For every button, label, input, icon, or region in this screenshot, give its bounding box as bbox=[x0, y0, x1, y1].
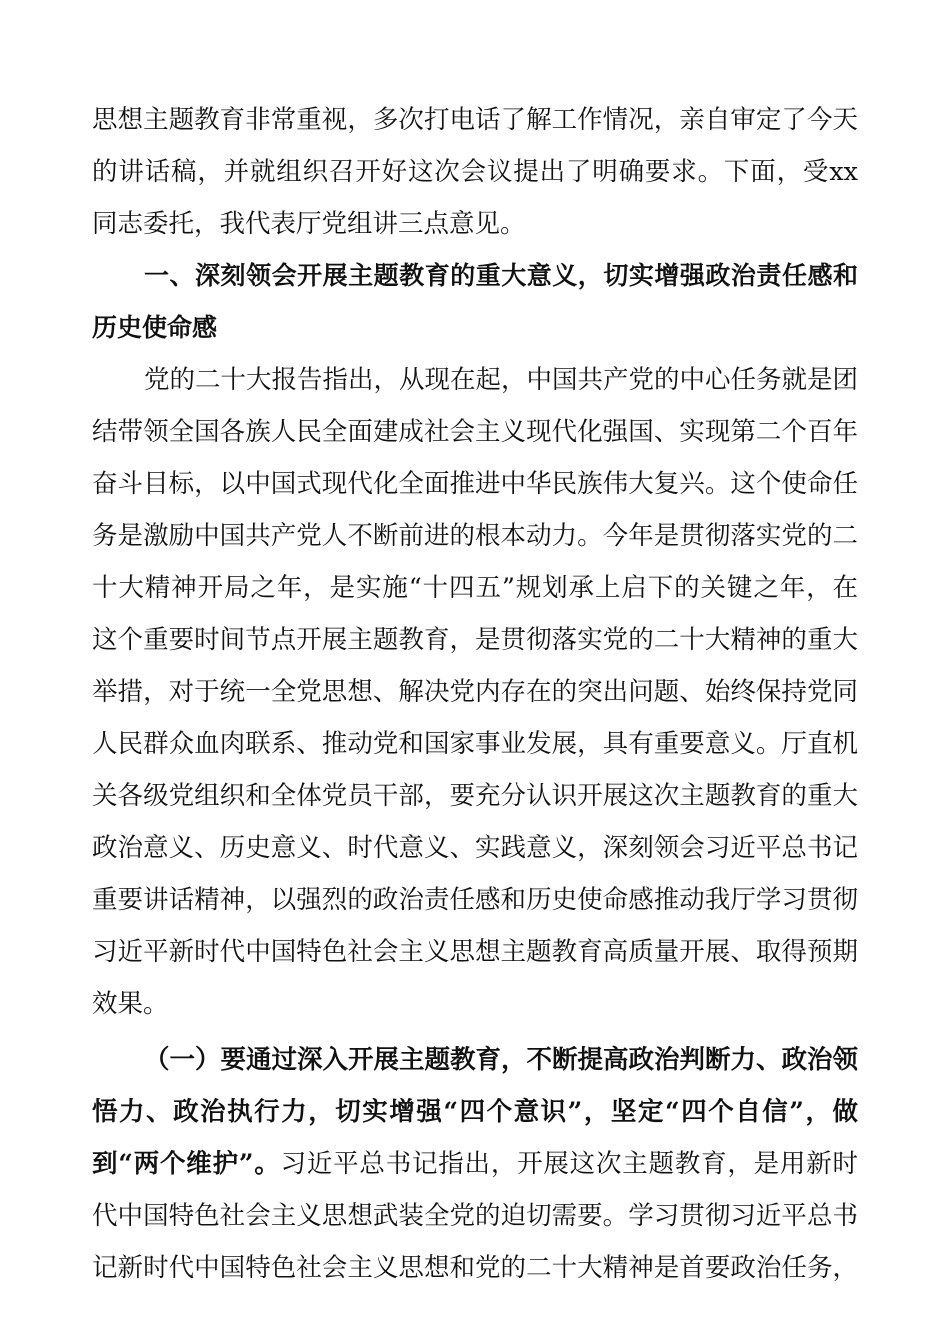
paragraph-line: 举措，对于统一全党思想、解决党内存在的突出问题、始终保持党同 bbox=[92, 677, 858, 707]
subsection-heading-line-2: 悟力、政治执行力，切实增强“四个意识”，坚定“四个自信”，做 bbox=[92, 1097, 858, 1127]
intro-line-2: 的讲话稿，并就组织召开好这次会议提出了明确要求。下面，受xx bbox=[92, 157, 858, 187]
paragraph-line: 效果。 bbox=[92, 989, 169, 1019]
paragraph-line: 结带领全国各族人民全面建成社会主义现代化强国、实现第二个百年 bbox=[92, 417, 858, 447]
paragraph-line: 人民群众血肉联系、推动党和国家事业发展，具有重要意义。厅直机 bbox=[92, 729, 858, 759]
paragraph-line: 奋斗目标，以中国式现代化全面推进中华民族伟大复兴。这个使命任 bbox=[92, 469, 858, 499]
intro-line-1: 思想主题教育非常重视，多次打电话了解工作情况，亲自审定了今天 bbox=[92, 105, 858, 135]
section-heading-line-1: 一、深刻领会开展主题教育的重大意义，切实增强政治责任感和 bbox=[144, 261, 858, 290]
subsection-heading-end: 到“两个维护”。 bbox=[92, 1149, 281, 1179]
subsection-heading-line-1: （一）要通过深入开展主题教育，不断提高政治判断力、政治领 bbox=[144, 1045, 858, 1075]
paragraph-line: 党的二十大报告指出，从现在起，中国共产党的中心任务就是团 bbox=[144, 365, 858, 395]
paragraph-line: 重要讲话精神，以强烈的政治责任感和历史使命感推动我厅学习贯彻 bbox=[92, 885, 858, 915]
paragraph-line: 十大精神开局之年，是实施“十四五”规划承上启下的关键之年，在 bbox=[92, 573, 858, 603]
section-heading-line-2: 历史使命感 bbox=[92, 313, 218, 342]
intro-line-3: 同志委托，我代表厅党组讲三点意见。 bbox=[92, 209, 526, 239]
paragraph-line: 这个重要时间节点开展主题教育，是贯彻落实党的二十大精神的重大 bbox=[92, 625, 858, 655]
paragraph-line: 关各级党组织和全体党员干部，要充分认识开展这次主题教育的重大 bbox=[92, 781, 858, 811]
paragraph-line: 记新时代中国特色社会主义思想和党的二十大精神是首要政治任务， bbox=[92, 1253, 858, 1283]
paragraph-line: 习近平新时代中国特色社会主义思想主题教育高质量开展、取得预期 bbox=[92, 937, 858, 967]
paragraph-line: 务是激励中国共产党人不断前进的根本动力。今年是贯彻落实党的二 bbox=[92, 521, 858, 551]
subsection-mixed-line bbox=[92, 1144, 858, 1184]
paragraph-line: 政治意义、历史意义、时代意义、实践意义，深刻领会习近平总书记 bbox=[92, 833, 858, 863]
paragraph-line: 代中国特色社会主义思想武装全党的迫切需要。学习贯彻习近平总书 bbox=[92, 1201, 858, 1231]
subsection-body-start: 习近平总书记指出，开展这次主题教育，是用新时 bbox=[280, 1149, 858, 1179]
